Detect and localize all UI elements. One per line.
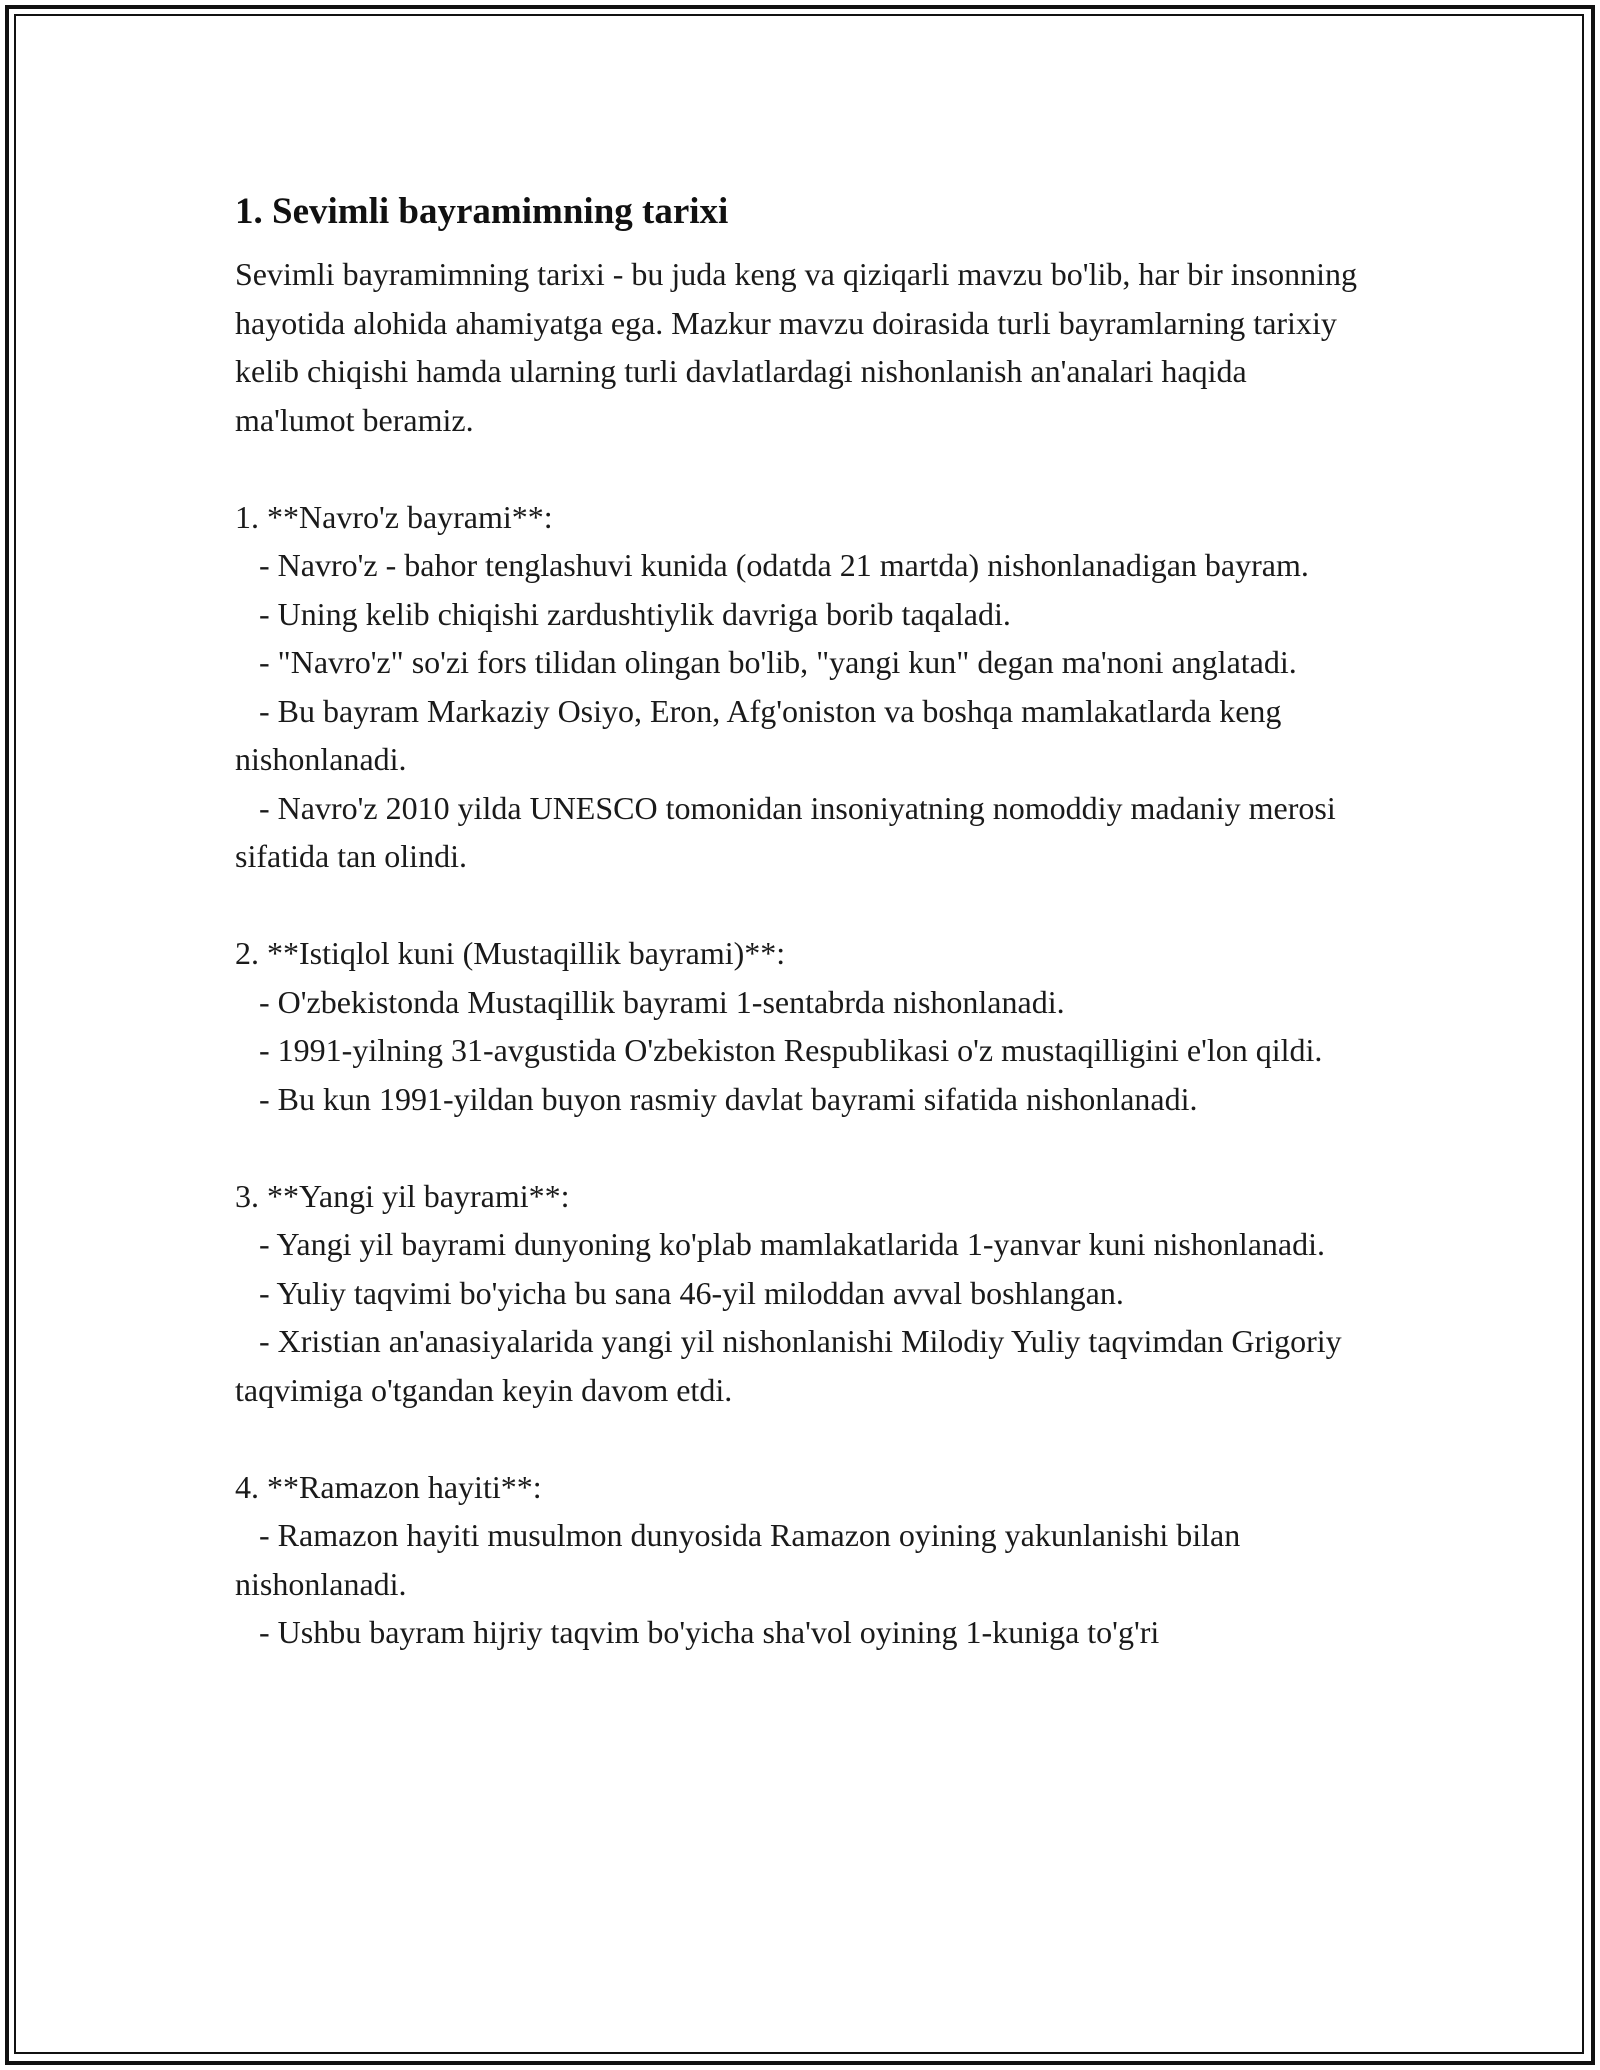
document-content — [235, 186, 1370, 1657]
document-body: Sevimli bayramimning tarixi - bu juda keng va qiziqarli mavzu bo'lib, har bir insonning hayotida alohida ahamiyatga ega. Mazkur mavzu doirasida turli bayramlarning tarixiy kelib chiqishi hamda ularning turli davlatlardagi nishonlanish an'analari haqida ma'lumot beramiz. 1. **Navro'z bayrami**: - Navro'z - bahor tenglashuvi kunida (odatda 21 martda) nishonlanadigan bayram. - Uning kelib chiqishi zardushtiylik davriga borib taqaladi. - "Navro'z" so'zi fors tilidan olingan bo'lib, "yangi kun" degan ma'noni anglatadi. - Bu bayram Markaziy Osiyo, Eron, Afg'oniston va boshqa mamlakatlarda keng nishonlanadi. - Navro'z 2010 yilda UNESCO tomonidan insoniyatning nomoddiy madaniy merosi sifatida tan olindi. 2. **Istiqlol kuni (Mustaqillik bayrami)**: - O'zbekistonda Mustaqillik bayrami 1-sentabrda nishonlanadi. - 1991-yilning 31-avgustida O'zbekiston Respublikasi o'z mustaqilligini e'lon qildi. - Bu kun 1991-yildan buyon rasmiy davlat bayrami sifatida nishonlanadi. 3. **Yangi yil bayrami**: - Yangi yil bayrami dunyoning ko'plab mamlakatlarida 1-yanvar kuni nishonlanadi. - Yuliy taqvimi bo'yicha bu sana 46-yil miloddan avval boshlangan. - Xristian an'anasiyalarida yangi yil nishonlanishi Milodiy Yuliy taqvimdan Grigoriy taqvimiga o'tgandan keyin davom etdi. 4. **Ramazon hayiti**: - Ramazon hayiti musulmon dunyosida Ramazon oyining yakunlanishi bilan nishonlanadi. - Ushbu bayram hijriy taqvim bo'yicha sha'vol oyining 1-kuniga to'g'ri — [235, 256, 1357, 1650]
document-title: 1. Sevimli bayramimning tarixi — [235, 191, 729, 232]
